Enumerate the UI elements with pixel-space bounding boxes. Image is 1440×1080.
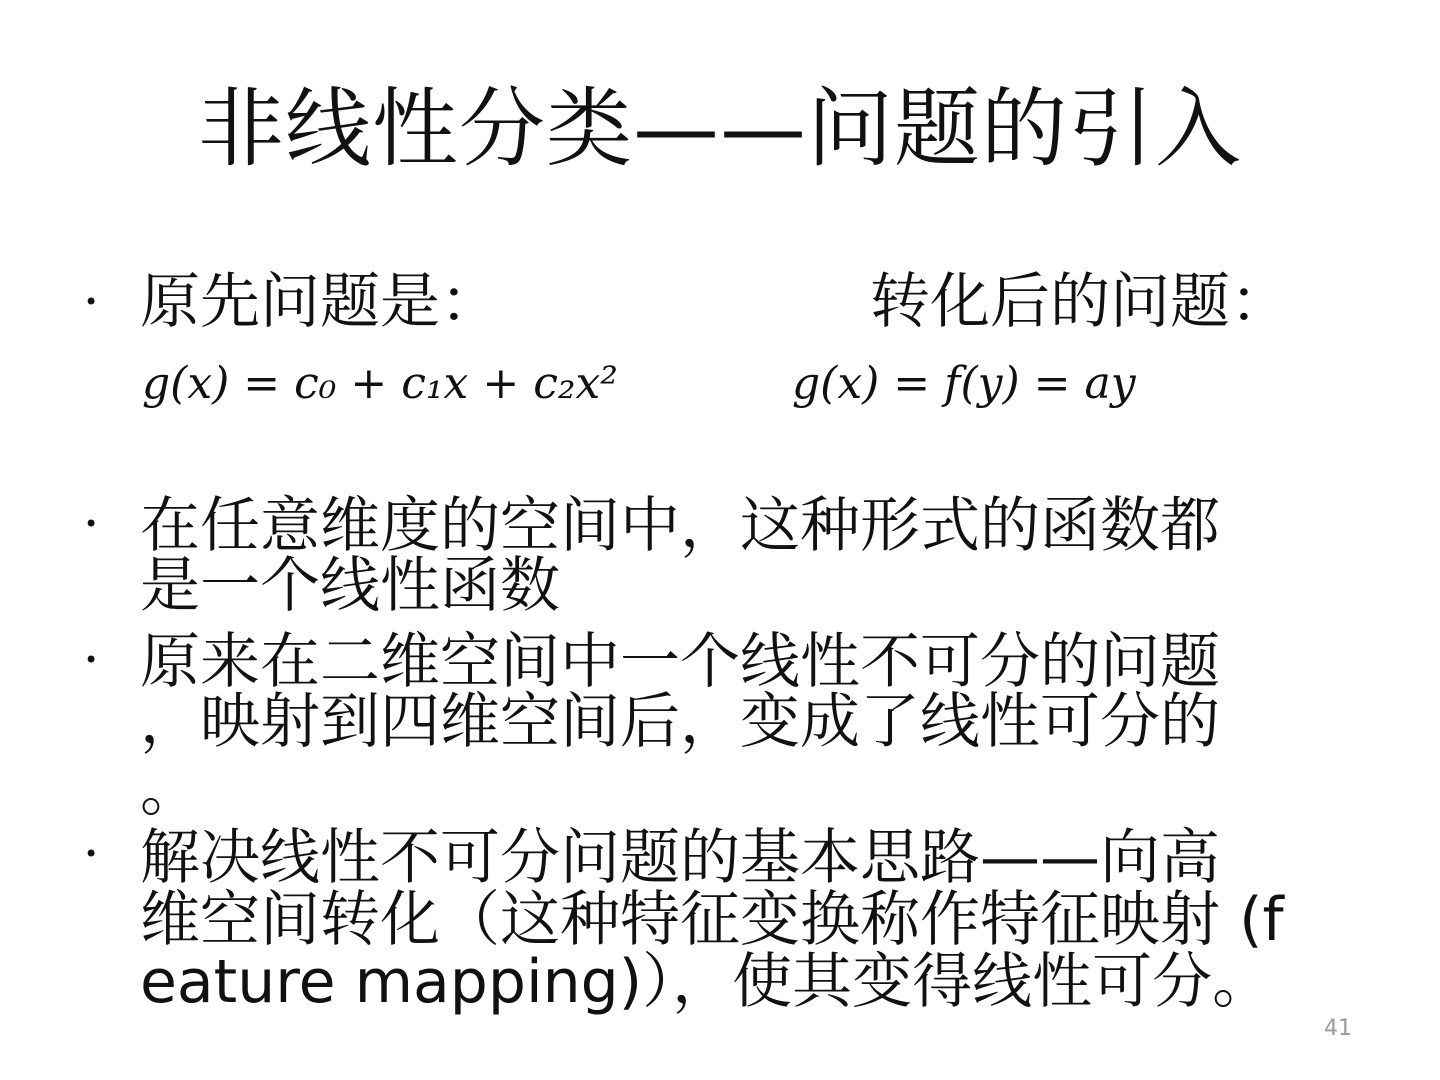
bullet-3-line-1: 原来在二维空间中一个线性不可分的问题: [140, 627, 1220, 697]
bullet-1-left-text: 原先问题是：: [140, 267, 500, 337]
bullet-dot: •: [84, 840, 99, 868]
bullet-3-line-3: 。: [140, 755, 200, 825]
bullet-4-line-2: 维空间转化（这种特征变换称作特征映射 (f: [140, 885, 1284, 955]
bullet-4-line-1: 解决线性不可分问题的基本思路——向高: [140, 823, 1220, 893]
bullet-4-line-3: eature mapping)），使其变得线性可分。: [140, 947, 1273, 1017]
page-number: 41: [1324, 1016, 1352, 1041]
formula-transformed: g(x) = f(y) = ay: [792, 358, 1136, 409]
bullet-1-right-text: 转化后的问题：: [870, 267, 1290, 337]
bullet-dot: •: [84, 646, 99, 674]
slide-title: 非线性分类——问题的引入: [198, 79, 1242, 179]
bullet-2-line-2: 是一个线性函数: [140, 551, 560, 621]
formula-original: g(x) = c₀ + c₁x + c₂x²: [142, 358, 618, 409]
bullet-3-line-2: ，映射到四维空间后，变成了线性可分的: [140, 687, 1220, 757]
bullet-dot: •: [84, 288, 99, 316]
bullet-2-line-1: 在任意维度的空间中，这种形式的函数都: [140, 491, 1220, 561]
bullet-dot: •: [84, 510, 99, 538]
